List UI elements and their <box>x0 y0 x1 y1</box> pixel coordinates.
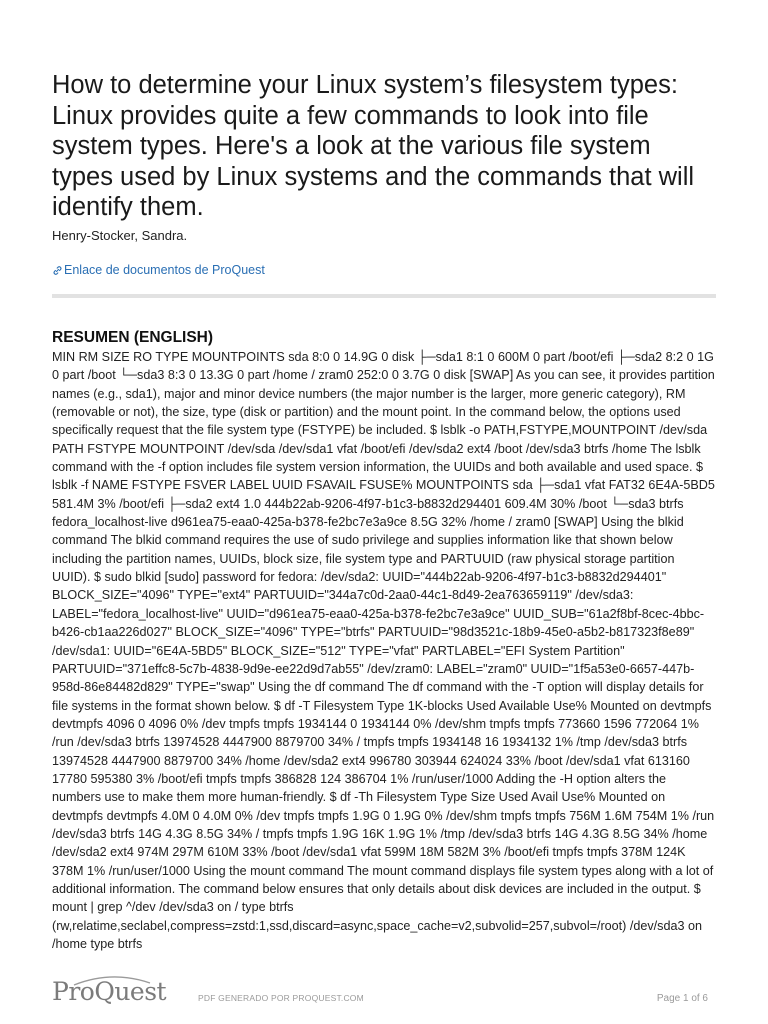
page-number: Page 1 of 6 <box>656 993 708 1004</box>
abstract-heading: RESUMEN (ENGLISH) <box>52 329 214 346</box>
document-link-label: Enlace de documentos de ProQuest <box>64 263 265 277</box>
proquest-logo <box>52 978 166 1006</box>
abstract-body: MIN RM SIZE RO TYPE MOUNTPOINTS sda 8:0 0 14.9G 0 disk ├─sda1 8:1 0 600M 0 part /boot/efi ├─sda2 8:2 0 1G 0 part /boot └─sda3 8:3 0 13.3G 0 part /home / zram0 252:0 0 3.7G 0 disk [SWAP] As you can see, it provides partition names (e.g., sda1), major and minor device numbers (the major number is the larger, more generic category), RM (removable or not), the size, type (disk or partition) and the mount point. In the command below, the options used specifically request that the file system type (FSTYPE) be included. $ lsblk -o PATH,FSTYPE,MOUNTPOINT /dev/sda PATH FSTYPE MOUNTPOINT /dev/sda /dev/sda1 vfat /boot/efi /dev/sda2 ext4 /boot /dev/sda3 btrfs /home The lsblk command with the -f option includes file system version information, the UUIDs and both available and used space. $ lsblk -f NAME FSTYPE FSVER LABEL UUID FSAVAIL FSUSE% MOUNTPOINTS sda ├─sda1 vfat FAT32 6E4A-5BD5 581.4M 3% /boot/efi ├─sda2 ext4 1.0 444b22ab-9206-4f97-b1c3-b8832d294401 609.4M 30% /boot └─sda3 btrfs fedora_localhost-live d961ea75-eaa0-425a-b378-fe2bc7e3a9ce 8.5G 32% /home / zram0 [SWAP] Using the blkid command The blkid command requires the use of sudo privilege and supplies information like that shown below including the partition names, UUIDs, block size, file system type and PARTUUID (raw physical storage partition UUID). $ sudo blkid [sudo] password for fedora: /dev/sda2: UUID="444b22ab-9206-4f97-b1c3-b8832d294401" BLOCK_SIZE="4096" TYPE="ext4" PARTUUID="344a7c0d-2aa0-44c1-8d49-2ea763659119" /dev/sda3: LABEL="fedora_localhost-live" UUID="d961ea75-eaa0-425a-b378-fe2bc7e3a9ce" UUID_SUB="61a2f8bf-8cec-4bbc-b426-cb1aa226d027" BLOCK_SIZE="4096" TYPE="btrfs" PARTUUID="98d3521c-18b9-45e0-a5b2-b817323f8e89" /dev/sda1: UUID="6E4A-5BD5" BLOCK_SIZE="512" TYPE="vfat" PARTLABEL="EFI System Partition" PARTUUID="371effc8-5c7b-4838-9d9e-ee22d9d7ab55" /dev/zram0: LABEL="zram0" UUID="1f5a53e0-6657-447b-958d-86e84482d829" TYPE="swap" Using the df command The df command with the -T option will display details for file systems in the format shown below. $ df -T Filesystem Type 1K-blocks Used Available Use% Mounted on devtmpfs devtmpfs 4096 0 4096 0% /dev tmpfs tmpfs 1934144 0 1934144 0% /dev/shm tmpfs tmpfs 773660 1596 772064 1% /run /dev/sda3 btrfs 13974528 4447900 8879700 34% / tmpfs tmpfs 1934148 16 1934132 1% /tmp /dev/sda3 btrfs 13974528 4447900 8879700 34% /home /dev/sda2 ext4 996780 303944 624024 33% /boot /dev/sda1 vfat 613160 17780 595380 3% /boot/efi tmpfs tmpfs 386828 124 386704 1% /run/user/1000 Adding the -H option alters the numbers use to make them more human-friendly. $ df -Th Filesystem Type Size Used Avail Use% Mounted on devtmpfs devtmpfs 4.0M 0 4.0M 0% /dev tmpfs tmpfs 1.9G 0 1.9G 0% /dev/shm tmpfs tmpfs 756M 1.6M 754M 1% /run /dev/sda3 btrfs 14G 4.3G 8.5G 34% / tmpfs tmpfs 1.9G 16K 1.9G 1% /tmp /dev/sda3 btrfs 14G 4.3G 8.5G 34% /home /dev/sda2 ext4 974M 297M 610M 33% /boot /dev/sda1 vfat 599M 18M 582M 3% /boot/efi tmpfs tmpfs 378M 124K 378M 1% /run/user/1000 Using the mount command The mount command displays file system types along with a lot of additional information. The command below ensures that only details about disk devices are included in the output. $ mount | grep ^/dev /dev/sda3 on / type btrfs (rw,relatime,seclabel,compress=zstd:1,ssd,discard=async,space_cache=v2,subvolid=257,subvol=/root) /dev/sda3 on /home type btrfs <box>52 350 715 951</box>
section-divider <box>52 294 716 298</box>
document-title: How to determine your Linux system’s filesystem types: Linux provides quite a few commands to look into file system types. Here's a look at the various file system types used by Linux systems and the commands that will identify them. <box>52 71 695 221</box>
proquest-document-link[interactable] <box>52 262 265 278</box>
logo-arc-icon <box>72 974 152 986</box>
logo-text: ProQuest <box>52 977 167 1006</box>
author-name: Henry-Stocker, Sandra. <box>52 228 188 243</box>
link-icon <box>52 265 63 276</box>
document-page <box>52 0 716 1024</box>
page-footer <box>52 978 716 1018</box>
generated-by-label: PDF GENERADO POR PROQUEST.COM <box>198 993 364 1003</box>
